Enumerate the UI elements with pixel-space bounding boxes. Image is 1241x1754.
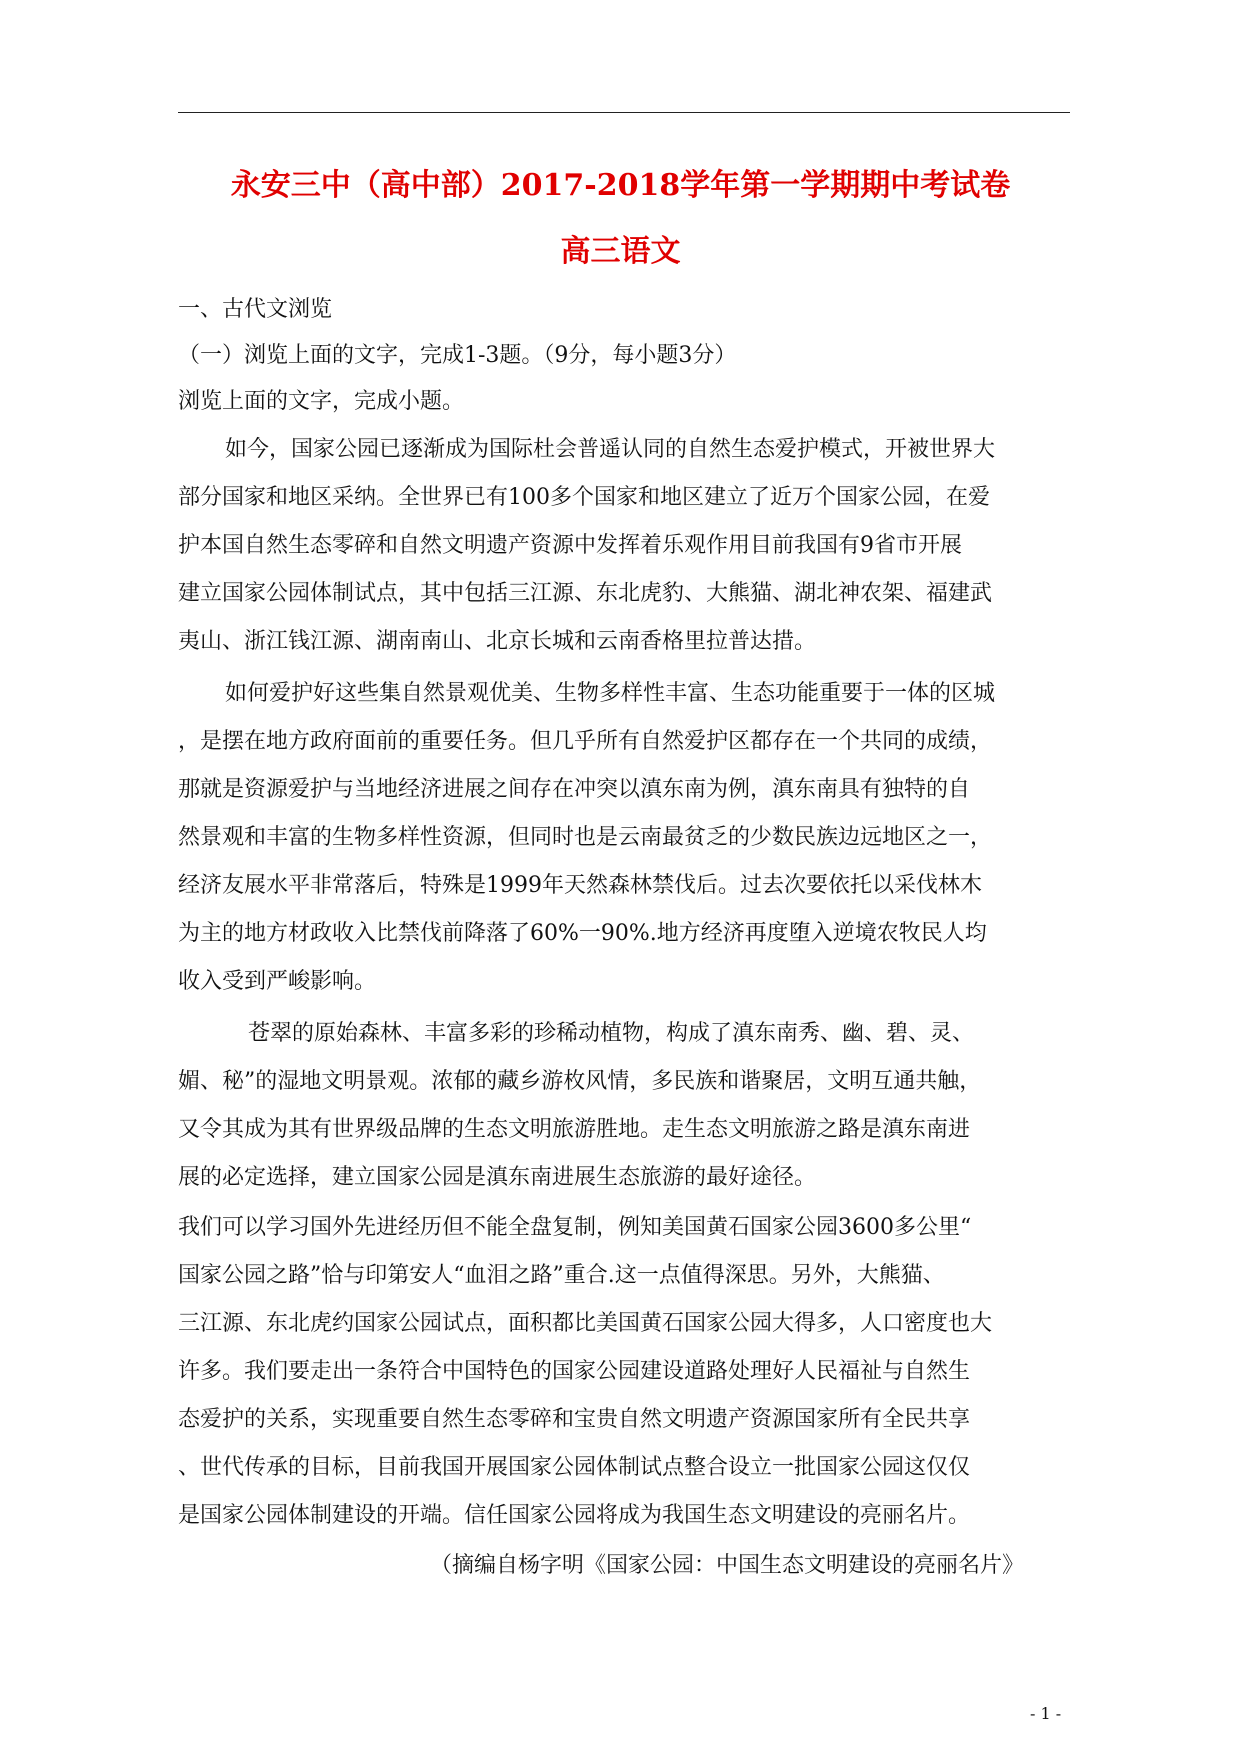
paragraph-line: 我们可以学习国外先进经历但不能全盘复制，例知美国黄石国家公园3600多公里“ (178, 1215, 972, 1240)
paragraph-line: 是国家公园体制建设的开端。信任国家公园将成为我国生态文明建设的亮丽名片。 (178, 1503, 971, 1528)
paragraph-line: 态爱护的关系，实现重要自然生态零碎和宝贵自然文明遗产资源国家所有全民共享 (178, 1407, 971, 1432)
exam-subject: 高三语文 (560, 234, 681, 269)
header-rule (178, 112, 1070, 113)
paragraph-line: 苍翠的原始森林、丰富多彩的珍稀动植物，构成了滇东南秀、幽、碧、灵、 (248, 1021, 975, 1046)
paragraph-line: 国家公园之路”恰与印第安人“血泪之路”重合.这一点值得深思。另外，大熊猫、 (178, 1263, 945, 1288)
section-instruction: （一）浏览上面的文字，完成1-3题。（9分，每小题3分） (178, 343, 737, 368)
paragraph-line: 部分国家和地区采纳。全世界已有100多个国家和地区建立了近万个国家公园，在爱 (178, 485, 990, 510)
section-heading: 一、古代文浏览 (178, 297, 333, 322)
paragraph-line: 三江源、东北虎约国家公园试点，面积都比美国黄石国家公园大得多，人口密度也大 (178, 1311, 993, 1336)
paragraph-line: 如何爱护好这些集自然景观优美、生物多样性丰富、生态功能重要于一体的区城 (225, 681, 996, 706)
paragraph-line: 护本国自然生态零碎和自然文明遗产资源中发挥着乐观作用目前我国有9省市开展 (178, 533, 962, 558)
paragraph-line: 为主的地方材政收入比禁伐前降落了60%一90%.地方经济再度堕入逆境农牧民人均 (178, 921, 987, 946)
page-number: - 1 - (1030, 1704, 1062, 1723)
paragraph-line: 那就是资源爱护与当地经济进展之间存在冲突以滇东南为例，滇东南具有独特的自 (178, 777, 971, 802)
paragraph-line: ，是摆在地方政府面前的重要任务。但几乎所有自然爱护区都存在一个共同的成绩， (178, 729, 993, 754)
paragraph-line: 展的必定选择，建立国家公园是滇东南进展生态旅游的最好途径。 (178, 1165, 817, 1190)
section-prompt: 浏览上面的文字，完成小题。 (178, 389, 465, 414)
paragraph-line: 建立国家公园体制试点，其中包括三江源、东北虎豹、大熊猫、湖北神农架、福建武 (178, 581, 993, 606)
paragraph-line: 媚、秘”的湿地文明景观。浓郁的藏乡游枚风情，多民族和谐聚居，文明互通共触， (178, 1069, 982, 1094)
paragraph-line: 许多。我们要走出一条符合中国特色的国家公园建设道路处理好人民福祉与自然生 (178, 1359, 971, 1384)
paragraph-line: 收入受到严峻影响。 (178, 969, 377, 994)
paragraph-line: 然景观和丰富的生物多样性资源，但同时也是云南最贫乏的少数民族边远地区之一， (178, 825, 993, 850)
paragraph-line: 如今，国家公园已逐渐成为国际杜会普遥认同的自然生态爱护模式，开被世界大 (225, 437, 996, 462)
paragraph-line: 又令其成为其有世界级品牌的生态文明旅游胜地。走生态文明旅游之路是滇东南进 (178, 1117, 971, 1142)
paragraph-line: 夷山、浙江钱江源、湖南南山、北京长城和云南香格里拉普达措。 (178, 629, 817, 654)
paragraph-line: 经济友展水平非常落后，特殊是1999年天然森林禁伐后。过去次要依托以采伐林木 (178, 873, 982, 898)
paragraph-line: 、世代传承的目标，目前我国开展国家公园体制试点整合设立一批国家公园这仅仅 (178, 1455, 971, 1480)
exam-title: 永安三中（高中部）2017-2018学年第一学期期中考试卷 (230, 168, 1011, 203)
passage-source: （摘编自杨字明《国家公园：中国生态文明建设的亮丽名片》 (430, 1553, 1025, 1578)
